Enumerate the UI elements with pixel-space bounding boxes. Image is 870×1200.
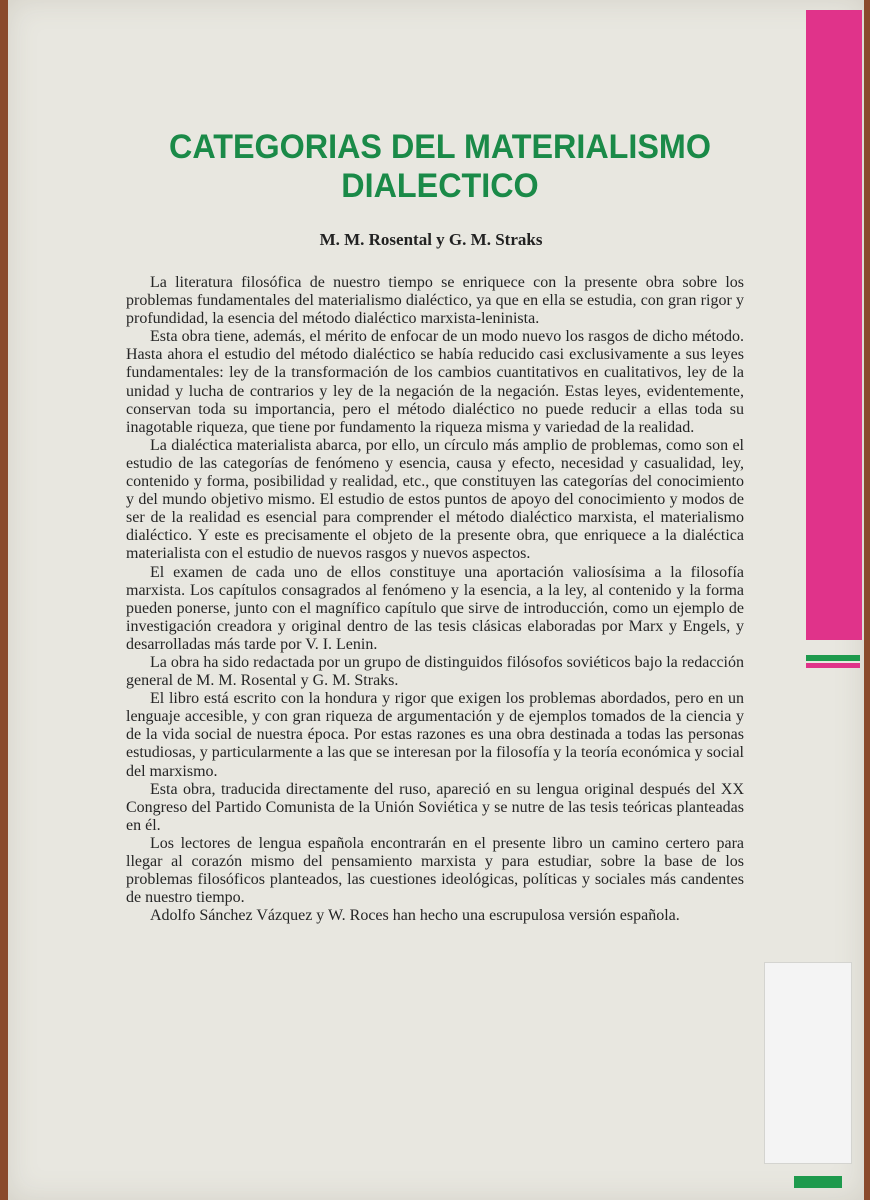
- magenta-stripe: [806, 10, 862, 640]
- blurb-paragraph-5: La obra ha sido redactada por un grupo de distinguidos filósofos soviéticos bajo la redacción general de M. M. Rosental y G. M. Straks.: [126, 653, 744, 690]
- book-title: CATEGORIAS DEL MATERIALISMO DIALECTICO: [169, 128, 711, 205]
- back-cover: [8, 0, 864, 1200]
- blurb-paragraph-4: El examen de cada uno de ellos constituye una aportación valiosísima a la filosofía marxista. Los capítulos consagrados al fenómeno y la esencia, a la ley, al contenido y la forma pueden ponerse, junto con el magnífico capítulo que sirve de introducción, como un ejemplo de investigación creadora y original dentro de las tesis clásicas elaboradas por Marx y Engels, y desarrolladas más tarde por V. I. Lenin.: [126, 563, 744, 653]
- green-stripe-bottom: [794, 1176, 842, 1188]
- library-label-sticker: [764, 962, 852, 1164]
- blurb-paragraph-8: Los lectores de lengua española encontrarán en el presente libro un camino certero para llegar al corazón mismo del pensamiento marxista y para estudiar, sobre la base de los problemas filosóficos planteados, las cuestiones ideológicas, políticas y sociales más candentes de nuestro tiempo.: [126, 834, 744, 907]
- blurb-paragraph-7: Esta obra, traducida directamente del ruso, apareció en su lengua original después del XX Congreso del Partido Comunista de la Unión Soviética y se nutre de las tesis teóricas planteadas en él.: [126, 780, 744, 834]
- blurb-paragraph-6: El libro está escrito con la hondura y rigor que exigen los problemas abordados, pero en un lenguaje accesible, y con gran riqueza de argumentación y de ejemplos tomados de la ciencia y de la vida social de nuestra época. Por estas razones es una obra destinada a todas las personas estudiosas, y particularmente a las que se interesan por la filosofía y la teoría económica y social del marxismo.: [126, 690, 744, 780]
- blurb-paragraph-9: Adolfo Sánchez Vázquez y W. Roces han hecho una escrupulosa versión española.: [150, 907, 680, 925]
- blurb-paragraph-2: Esta obra tiene, además, el mérito de enfocar de un modo nuevo los rasgos de dicho método. Hasta ahora el estudio del método dialéctico se había reducido casi exclusivamente a sus leyes fundamentales: ley de la transformación de los cambios cuantitativos en cualitativos, ley de la unidad y lucha de contrarios y ley de la negación de la negación. Estas leyes, evidentemente, conservan toda su importancia, pero el método dialéctico no puede reducir a ellas toda su inagotable riqueza, que tiene por fundamento la riqueza misma y variedad de la realidad.: [126, 328, 744, 436]
- color-band: [806, 655, 860, 668]
- book-authors: M. M. Rosental y G. M. Straks: [319, 230, 543, 249]
- blurb-text: [126, 274, 744, 925]
- blurb-paragraph-3: La dialéctica materialista abarca, por ello, un círculo más amplio de problemas, como son el estudio de las categorías de fenómeno y esencia, causa y efecto, necesidad y casualidad, ley, contenido y forma, posibilidad y realidad, etc., que constituyen las categorías del conocimiento y del mundo objetivo mismo. El estudio de estos puntos de apoyo del conocimiento y modos de ser de la realidad es esencial para comprender el método dialéctico marxista, el materialismo dialéctico. Y este es precisamente el objeto de la presente obra, que enriquece a la dialéctica materialista con el estudio de nuevos rasgos y nuevos aspectos.: [126, 436, 744, 563]
- blurb-paragraph-1: La literatura filosófica de nuestro tiempo se enriquece con la presente obra sobre los problemas fundamentales del materialismo dialéctico, ya que en ella se estudia, con gran rigor y profundidad, la esencia del método dialéctico marxista-leninista.: [126, 274, 744, 328]
